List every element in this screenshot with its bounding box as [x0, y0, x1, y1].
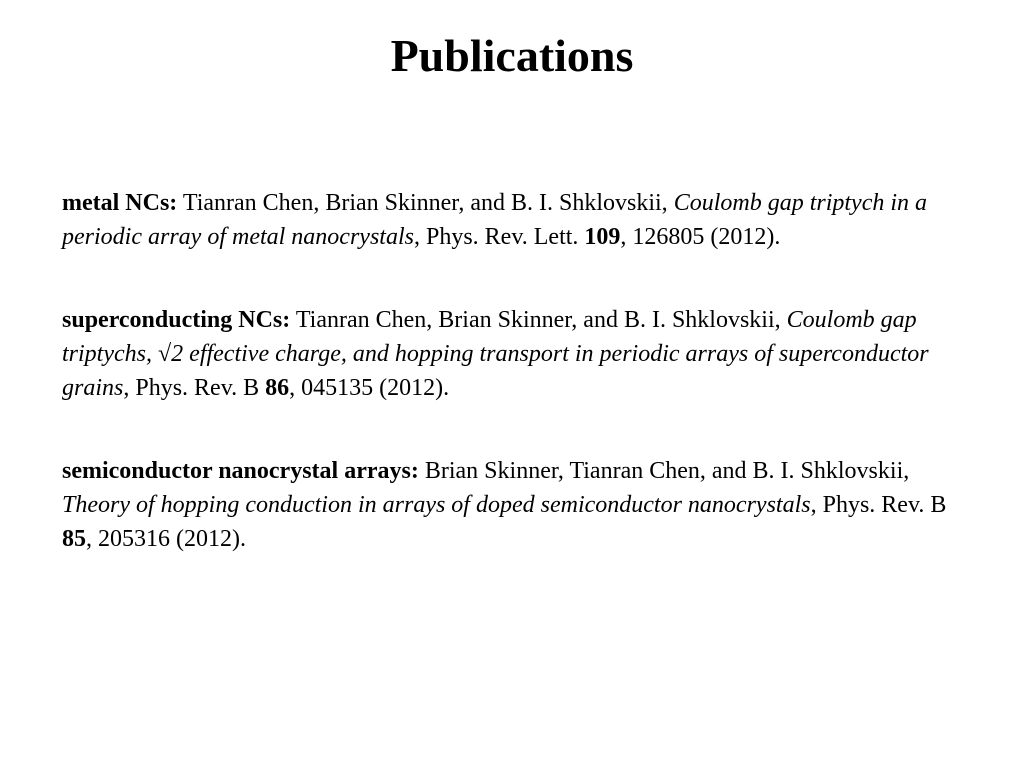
publication-topic: metal NCs: [62, 190, 178, 216]
publication-journal: , Phys. Rev. B [810, 492, 947, 518]
publication-topic: superconducting NCs: [62, 307, 291, 333]
publication-authors: Tianran Chen, Brian Skinner, and B. I. Shklovskii, [290, 307, 781, 333]
publication-authors: Brian Skinner, Tianran Chen, and B. I. Shklovskii, [418, 458, 910, 484]
publication-title: Coulomb gap triptych in a periodic array of metal nanocrystals [62, 190, 928, 250]
publication-pages-year: , 126805 (2012). [620, 224, 781, 250]
publication-volume: 109 [584, 224, 621, 250]
publication-topic: semiconductor nanocrystal arrays: [62, 458, 419, 484]
publication-authors: Tianran Chen, Brian Skinner, and B. I. Shklovskii, [177, 190, 668, 216]
publication-volume: 85 [62, 526, 86, 552]
publication-title: Theory of hopping conduction in arrays of doped semiconductor nanocrystals [62, 492, 811, 518]
publication-entry-superconducting-ncs [62, 303, 962, 405]
publication-pages-year: , 045135 (2012). [289, 375, 450, 401]
publication-entry-semiconductor-arrays [62, 454, 962, 556]
publication-volume: 86 [265, 375, 290, 401]
publication-list [62, 186, 962, 605]
publication-entry-metal-ncs [62, 186, 962, 254]
publication-title: Coulomb gap triptychs, √2 effective charge, and hopping transport in periodic arrays of superconductor grains [62, 307, 929, 401]
publication-journal: , Phys. Rev. B [123, 375, 266, 401]
page-title: Publications [390, 30, 634, 81]
publication-pages-year: , 205316 (2012). [86, 526, 246, 552]
publication-journal: , Phys. Rev. Lett. [413, 224, 585, 250]
